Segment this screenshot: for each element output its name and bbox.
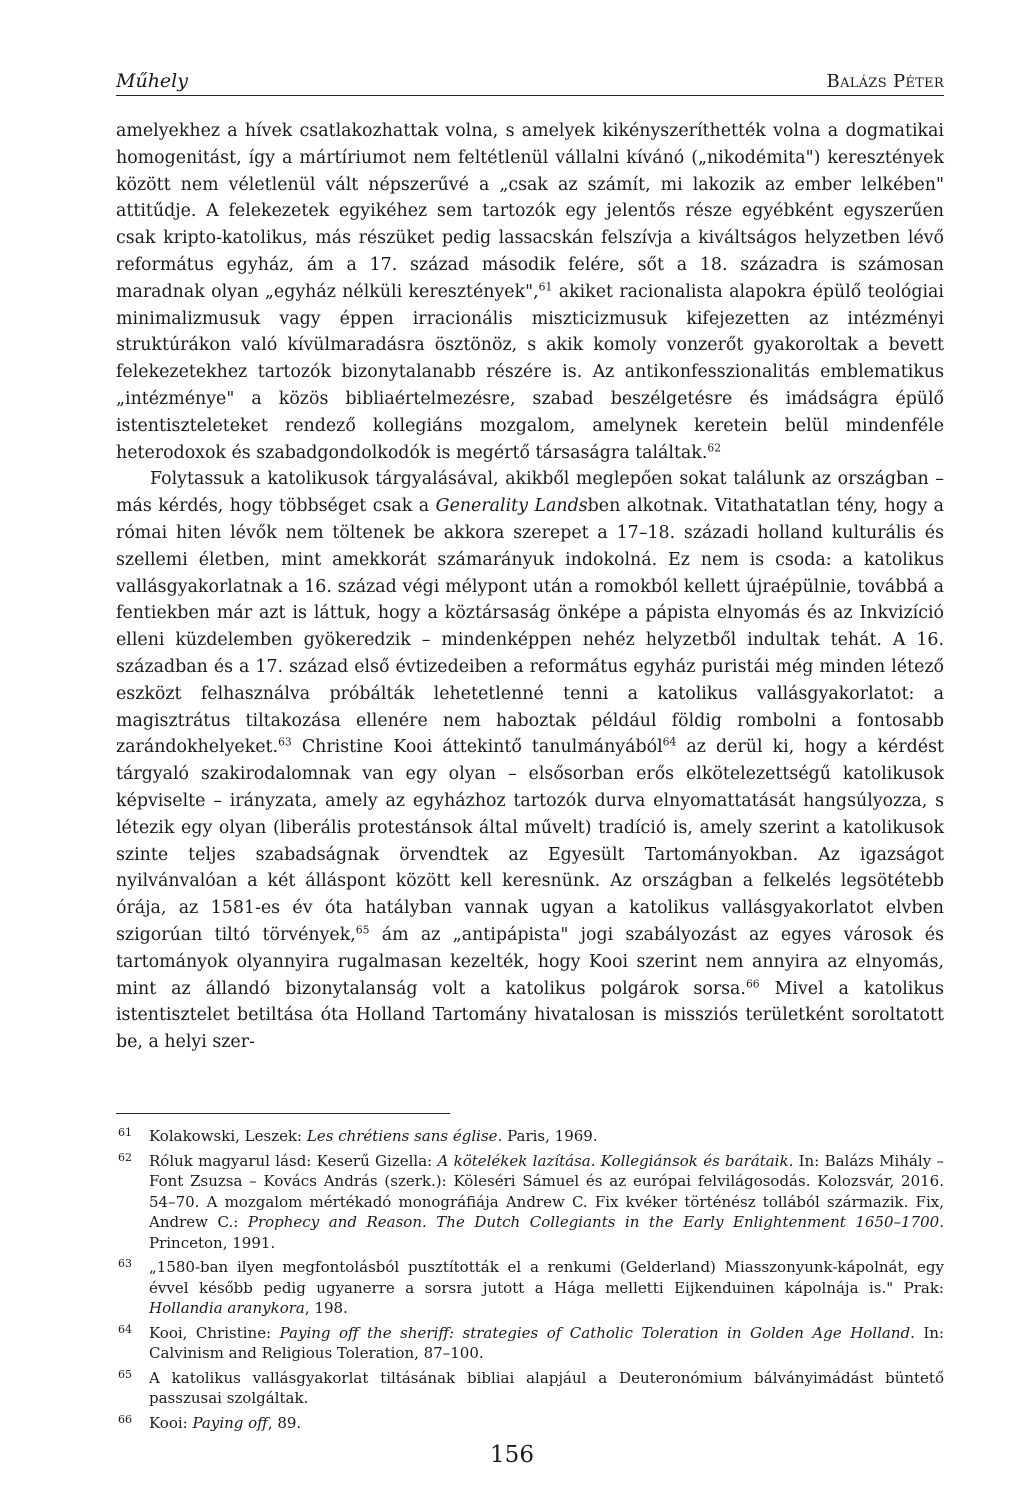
footnotes bbox=[116, 1126, 944, 1437]
note-text: Kooi: bbox=[149, 1413, 193, 1432]
footnote-ref[interactable]: 62 bbox=[707, 440, 722, 454]
text-run: Folytassuk a katolikusok tárgyalásával, akikből meglepően sokat találunk az országban – más kérdés, hogy többséget csak a bbox=[116, 469, 944, 517]
text-run: az derül ki, hogy a kérdést tárgyaló szakirodalomnak van egy olyan – elsősorban erős elkötelezettségű katolikusok képviselte – irányzata, amely az egyházhoz tartozók durva elnyomattatását hangsúlyozza, s létezik egy olyan (liberális protestánsok által művelt) tradíció is, amely szerint a katolikusok szinte teljes szabadságnak örvendtek az Egyesült Tartományokban. Az igazságot nyilvánvalóan a két álláspont között kell keresnünk. Az országban a felkelés legsötétebb órája, az 1581-es év óta hatályban vannak ugyan a katolikus vallásgyakorlatot elvben szigorúan tiltó törvények, bbox=[116, 737, 944, 945]
note-text: In: Calvinism and Religious Toleration, 87–100. bbox=[149, 1323, 944, 1362]
italic-term: Generality Lands bbox=[435, 496, 588, 517]
note-text: „1580-ban ilyen megfontolásból pusztították el a renkumi (Gelderland) Miasszonyunk-kápolnát, egy évvel később pedig ugyanerre a sorsra jutott a Hága melletti Eijkenduinen kápolnája is." Prak: bbox=[149, 1258, 944, 1297]
footnote-ref[interactable]: 65 bbox=[355, 923, 370, 937]
text-run: ám az „antipápista" jogi szabályozást az egyes városok és tartományok olyannyira rugalmasan kezelték, hogy Kooi szerint nem annyira az elnyomás, mint az állandó bizonytalanság volt a katolikus polgárok sorsa. bbox=[116, 924, 944, 999]
footnote-divider bbox=[116, 1113, 450, 1114]
footnote-ref[interactable]: 66 bbox=[745, 976, 760, 990]
footnote bbox=[116, 1323, 944, 1364]
text-run: Christine Kooi áttekintő tanulmányából bbox=[291, 737, 663, 758]
note-text: Princeton, 1991. bbox=[149, 1233, 276, 1252]
note-text: A katolikus vallásgyakorlat tiltásának bibliai alapjául a Deuteronómium bálványimádást büntető passzusai szolgáltak. bbox=[149, 1368, 944, 1407]
author-name: Balázs Péter bbox=[826, 71, 944, 92]
footnote bbox=[116, 1368, 944, 1409]
note-text: In: Balázs Mihály – Font Zsuzsa – Kovács András (szerk.): Köleséri Sámuel és az európai felvilágosodás. Kolozsvár, 2016. 54–70. A mozgalom mértékadó monográfiája Andrew C. Fix kvéker történész tollából származik. Fix, Andrew C.: bbox=[149, 1151, 944, 1231]
footnote bbox=[116, 1126, 944, 1147]
note-text: . Paris, 1969. bbox=[497, 1127, 598, 1145]
footnote-number: 63 bbox=[118, 1257, 132, 1270]
text-run: Mivel a katolikus istentisztelet betiltása óta Holland Tartomány hivatalosan is missziós területként soroltatott be, a helyi szer- bbox=[116, 978, 944, 1053]
paragraph bbox=[116, 466, 944, 1056]
note-text: Kolakowski, Leszek: bbox=[149, 1127, 307, 1145]
note-text: Kooi, Christine: bbox=[149, 1323, 280, 1342]
note-title: A kötelékek lazítása. Kollegiánsok és barátaik. bbox=[437, 1151, 794, 1170]
footnote-ref[interactable]: 63 bbox=[278, 735, 292, 749]
footnote-number: 64 bbox=[118, 1322, 132, 1336]
note-title: Prophecy and Reason. The Dutch Collegiants in the Early Enlightenment 1650–1700. bbox=[247, 1213, 944, 1231]
note-title: Paying off the sheriff: strategies of Catholic Toleration in Golden Age Holland. bbox=[279, 1323, 915, 1342]
main-text bbox=[116, 118, 944, 1056]
section-title: Műhely bbox=[116, 70, 188, 92]
footnote bbox=[116, 1151, 944, 1254]
text-run: ben alkotnak. Vitathatatlan tény, hogy a római hiten lévők nem töltenek be akkora szerepet a 17–18. századi holland kulturális és szellemi életben, mint amekkorát számarányuk indokolná. Ez nem is csoda: a katolikus vallásgyakorlatnak a 16. század végi mélypont után a romokból kellett újraépülnie, továbbá a fentiekben már azt is láttuk, hogy a köztársaság önképe a pápista elnyomás és az Inkvizíció elleni küzdelemben gyökeredzik – mindenképpen nehéz helyzetből indultak tehát. A 16. században és a 17. század első évtizedeiben a református egyház puristái még minden létező eszközt felhasználva próbálták lehetetlenné tenni a katolikus vallásgyakorlatot: a magisztrátus tiltakozása ellenére nem haboztak például földig rombolni a fontosabb zarándokhelyeket. bbox=[116, 496, 944, 758]
footnote-number: 61 bbox=[118, 1126, 132, 1139]
running-header bbox=[116, 70, 944, 96]
footnote-ref[interactable]: 64 bbox=[662, 735, 677, 749]
note-text: , 198. bbox=[304, 1299, 348, 1317]
note-text: , 89. bbox=[267, 1413, 302, 1432]
note-title: Hollandia aranykora bbox=[149, 1299, 305, 1317]
note-text: Róluk magyarul lásd: Keserű Gizella: bbox=[149, 1151, 438, 1170]
footnote-ref[interactable]: 61 bbox=[538, 280, 553, 294]
text-run: amelyekhez a hívek csatlakozhattak volna, s amelyek kikényszeríthették volna a dogmatikai homogenitást, így a mártíriumot nem feltétlenül vállalni kívánó („nikodémita") keresztények között nem véletlenül vált népszerűvé a „csak az számít, mi lakozik az ember lelkében" attitűdje. A felekezetek egyikéhez sem tartozók egy jelentős része egyébként egyszerűen csak kripto-katolikus, más részüket pedig lassacskán felszívja a kiváltságos helyzetben lévő református egyház, ám a 17. század második felére, sőt a 18. századra is számosan maradnak olyan „egyház nélküli keresztények", bbox=[116, 121, 944, 302]
note-title: Les chrétiens sans église bbox=[306, 1127, 498, 1145]
footnote bbox=[116, 1257, 944, 1319]
page-number: 156 bbox=[490, 1442, 534, 1468]
text-run: akiket racionalista alapokra épülő teológiai minimalizmusuk vagy éppen irracionális miszticizmusuk kifejezetten az intézményi struktúrákon való kívülmaradásra ösztönöz, s akik komoly vonzerőt gyakoroltak a bevett felekezetekhez tartozók bizonytalanabb részére is. Az antikonfesszionalitás emblematikus „intézménye" a közös bibliaértelmezésre, szabad beszélgetésre és imádságra épülő istentiszteleteket rendező kollegiáns mozgalom, amelynek keretein belül mindenféle heterodoxok és szabadgondolkodók is megértő társaságra találtak. bbox=[116, 281, 944, 463]
footnote-number: 65 bbox=[118, 1367, 132, 1381]
footnote bbox=[116, 1413, 944, 1434]
paragraph bbox=[116, 118, 944, 466]
footnote-number: 66 bbox=[118, 1412, 132, 1426]
footnote-number: 62 bbox=[118, 1150, 132, 1164]
note-title: Paying off bbox=[192, 1413, 268, 1432]
